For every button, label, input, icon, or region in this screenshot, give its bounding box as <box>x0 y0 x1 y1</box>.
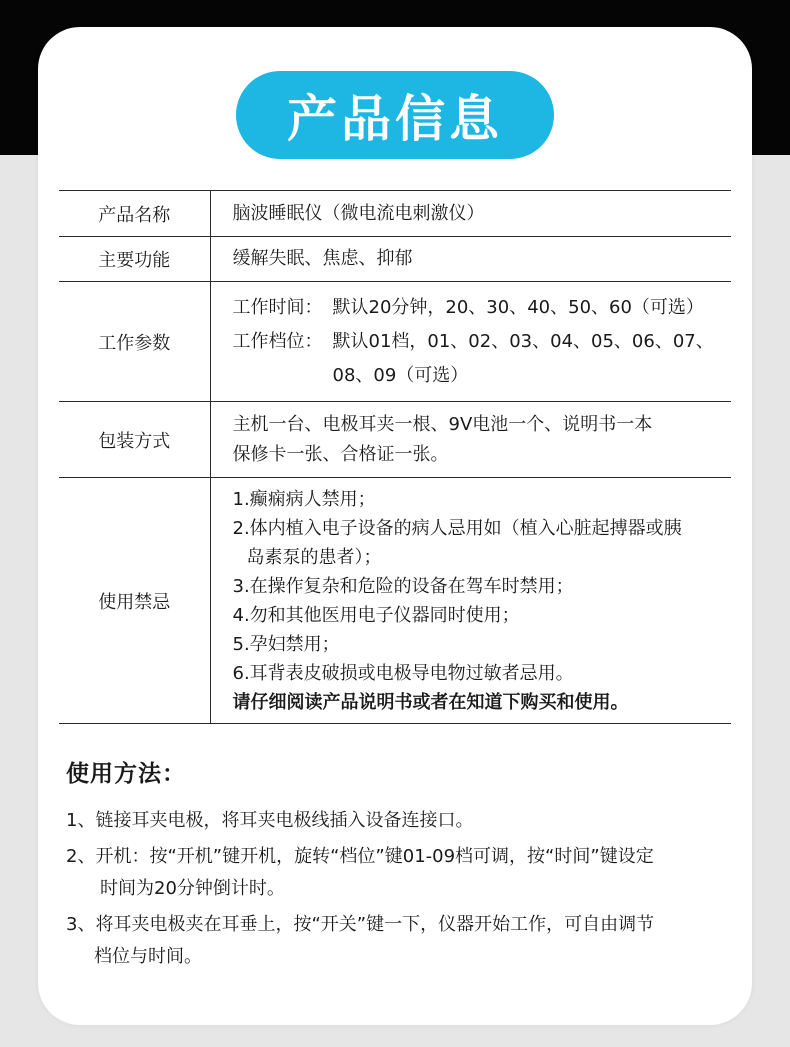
row-main-function <box>59 237 731 282</box>
label-main-function: 主要功能 <box>59 237 210 282</box>
value-main-function: 缓解失眠、焦虑、抑郁 <box>232 248 413 269</box>
label-work-params: 工作参数 <box>59 282 210 402</box>
contra-item-2-cont: 岛素泵的患者）； <box>246 546 382 568</box>
param-gear-value: 默认01档，01、02、03、04、05、06、07、 <box>332 330 714 352</box>
contra-item-2: 2.体内植入电子设备的病人忌用如（植入心脏起搏器或胰 <box>232 517 682 539</box>
usage-title: 使用方法： <box>66 761 186 787</box>
contra-item-4: 4.勿和其他医用电子仪器同时使用； <box>232 604 520 626</box>
contra-warning: 请仔细阅读产品说明书或者在知道下购买和使用。 <box>232 691 629 713</box>
title-pill <box>236 71 554 159</box>
contra-item-5: 5.孕妇禁用； <box>232 633 340 655</box>
usage-step-3-cont: 档位与时间。 <box>94 946 202 967</box>
contra-item-6: 6.耳背表皮破损或电极导电物过敏者忌用。 <box>232 662 574 684</box>
usage-step-2-cont: 时间为20分钟倒计时。 <box>100 878 285 899</box>
param-work-time <box>233 291 728 325</box>
packaging-line-1: 主机一台、电极耳夹一根、9V电池一个、说明书一本 <box>232 413 653 435</box>
page-title: 产品信息 <box>287 90 503 148</box>
usage-steps <box>66 805 736 973</box>
param-gear-key: 工作档位： <box>232 330 323 352</box>
param-time-value: 默认20分钟，20、30、40、50、60（可选） <box>332 296 704 318</box>
info-card <box>38 27 752 1025</box>
usage-step-1: 1、链接耳夹电极，将耳夹电极线插入设备连接口。 <box>66 810 474 831</box>
label-contraindications: 使用禁忌 <box>59 478 210 724</box>
label-packaging: 包装方式 <box>59 402 210 478</box>
row-packaging <box>59 402 731 478</box>
usage-step-3: 3、将耳夹电极夹在耳垂上，按“开关”键一下，仪器开始工作，可自由调节 <box>66 914 655 935</box>
label-product-name: 产品名称 <box>59 191 210 237</box>
product-info-table <box>59 190 731 724</box>
row-product-name <box>59 191 731 237</box>
usage-step-2: 2、开机：按“开机”键开机，旋转“档位”键01-09档可调，按“时间”键设定 <box>66 846 654 867</box>
contra-item-3: 3.在操作复杂和危险的设备在驾车时禁用； <box>232 575 574 597</box>
param-gear-value-cont: 08、09（可选） <box>332 364 469 386</box>
row-work-params <box>59 282 731 402</box>
value-product-name: 脑波睡眠仪（微电流电刺激仪） <box>232 202 485 224</box>
param-time-key: 工作时间： <box>232 296 323 318</box>
param-work-gear <box>233 325 728 359</box>
packaging-line-2: 保修卡一张、合格证一张。 <box>232 443 449 465</box>
row-contraindications <box>59 478 731 724</box>
contra-item-1: 1.癫痫病人禁用； <box>232 488 376 510</box>
